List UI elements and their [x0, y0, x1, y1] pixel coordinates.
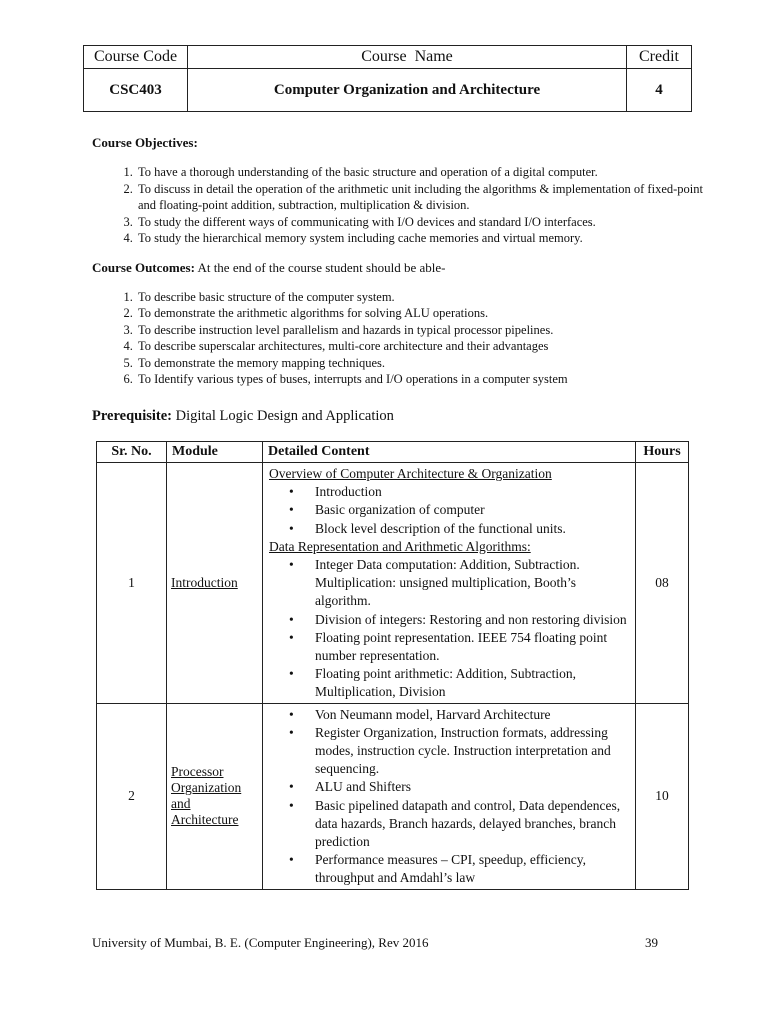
row-hours: 10 — [636, 703, 689, 889]
hours-header: Hours — [636, 442, 689, 463]
credit-header: Credit — [627, 46, 692, 69]
outcome-item: 5. To demonstrate the memory mapping techniques. — [136, 355, 712, 371]
footer-text: University of Mumbai, B. E. (Computer Engineering), Rev 2016 — [92, 935, 429, 950]
content-subheading: Data Representation and Arithmetic Algorithms: — [269, 538, 531, 554]
outcome-item: 1. To describe basic structure of the computer system. — [136, 289, 712, 305]
content-bullet: • Performance measures – CPI, speedup, efficiency, throughput and Amdahl’s law — [315, 851, 631, 887]
sr-no-header: Sr. No. — [97, 442, 167, 463]
objectives-list — [92, 164, 712, 247]
page-footer — [92, 935, 658, 951]
content-bullet: • Register Organization, Instruction formats, addressing modes, instruction cycle. Instruction interpretation and sequencing. — [315, 724, 631, 779]
row-content — [263, 703, 636, 889]
course-code: CSC403 — [84, 69, 188, 112]
outcomes-title: Course Outcomes: — [92, 260, 195, 275]
outcome-item: 2. To demonstrate the arithmetic algorithms for solving ALU operations. — [136, 305, 712, 321]
course-name: Computer Organization and Architecture — [188, 69, 627, 112]
course-objectives — [92, 135, 712, 247]
content-bullet: • Division of integers: Restoring and non restoring division — [315, 611, 631, 629]
course-name-header: Course Name — [188, 46, 627, 69]
content-bullet: • Floating point arithmetic: Addition, Subtraction, Multiplication, Division — [315, 665, 631, 701]
content-bullet: • Basic pipelined datapath and control, Data dependences, data hazards, Branch hazards, delayed branches, branch prediction — [315, 797, 631, 852]
content-bullet: • Introduction — [315, 483, 631, 501]
objective-item: 1. To have a thorough understanding of the basic structure and operation of a digital computer. — [136, 164, 712, 181]
objective-item: 3. To study the different ways of communicating with I/O devices and standard I/O interfaces. — [136, 214, 712, 231]
content-bullet: • Block level description of the functional units. — [315, 520, 631, 538]
row-sr-no: 1 — [97, 463, 167, 704]
row-hours: 08 — [636, 463, 689, 704]
outcome-item: 4. To describe superscalar architectures, multi-core architecture and their advantages — [136, 338, 712, 354]
content-bullet: • ALU and Shifters — [315, 778, 631, 796]
content-bullet: • Floating point representation. IEEE 754 floating point number representation. — [315, 629, 631, 665]
course-outcomes — [92, 260, 712, 387]
table-row — [97, 463, 689, 704]
outcomes-intro: At the end of the course student should be able- — [194, 260, 446, 275]
objectives-title: Course Objectives: — [92, 135, 198, 150]
objective-item: 4. To study the hierarchical memory system including cache memories and virtual memory. — [136, 230, 712, 247]
page-number: 39 — [645, 935, 658, 950]
course-header-table — [83, 45, 692, 112]
prerequisite-value: Digital Logic Design and Application — [172, 408, 394, 424]
outcomes-list — [92, 289, 712, 387]
course-credit: 4 — [627, 69, 692, 112]
objective-item: 2. To discuss in detail the operation of the arithmetic unit including the algorithms & implementation of fixed-point and floating-point addition, subtraction, multiplication & division. — [136, 181, 712, 214]
row-content — [263, 463, 636, 704]
module-table — [96, 441, 689, 890]
prerequisite-label: Prerequisite: — [92, 408, 172, 424]
outcome-item: 6. To Identify various types of buses, interrupts and I/O operations in a computer system — [136, 371, 712, 387]
table-row — [97, 703, 689, 889]
content-bullet: • Integer Data computation: Addition, Subtraction. Multiplication: unsigned multiplication, Booth’s algorithm. — [315, 556, 631, 611]
row-module: Introduction — [171, 574, 238, 590]
content-bullet: • Basic organization of computer — [315, 501, 631, 519]
module-header: Module — [167, 442, 263, 463]
row-module: Processor Organization and Architecture — [171, 764, 242, 828]
content-subheading: Overview of Computer Architecture & Organization — [269, 466, 552, 481]
prerequisite — [92, 408, 394, 425]
row-sr-no: 2 — [97, 703, 167, 889]
outcome-item: 3. To describe instruction level parallelism and hazards in typical processor pipelines. — [136, 322, 712, 338]
course-code-header: Course Code — [84, 46, 188, 69]
content-header: Detailed Content — [263, 442, 636, 463]
content-bullet: • Von Neumann model, Harvard Architecture — [315, 706, 631, 724]
